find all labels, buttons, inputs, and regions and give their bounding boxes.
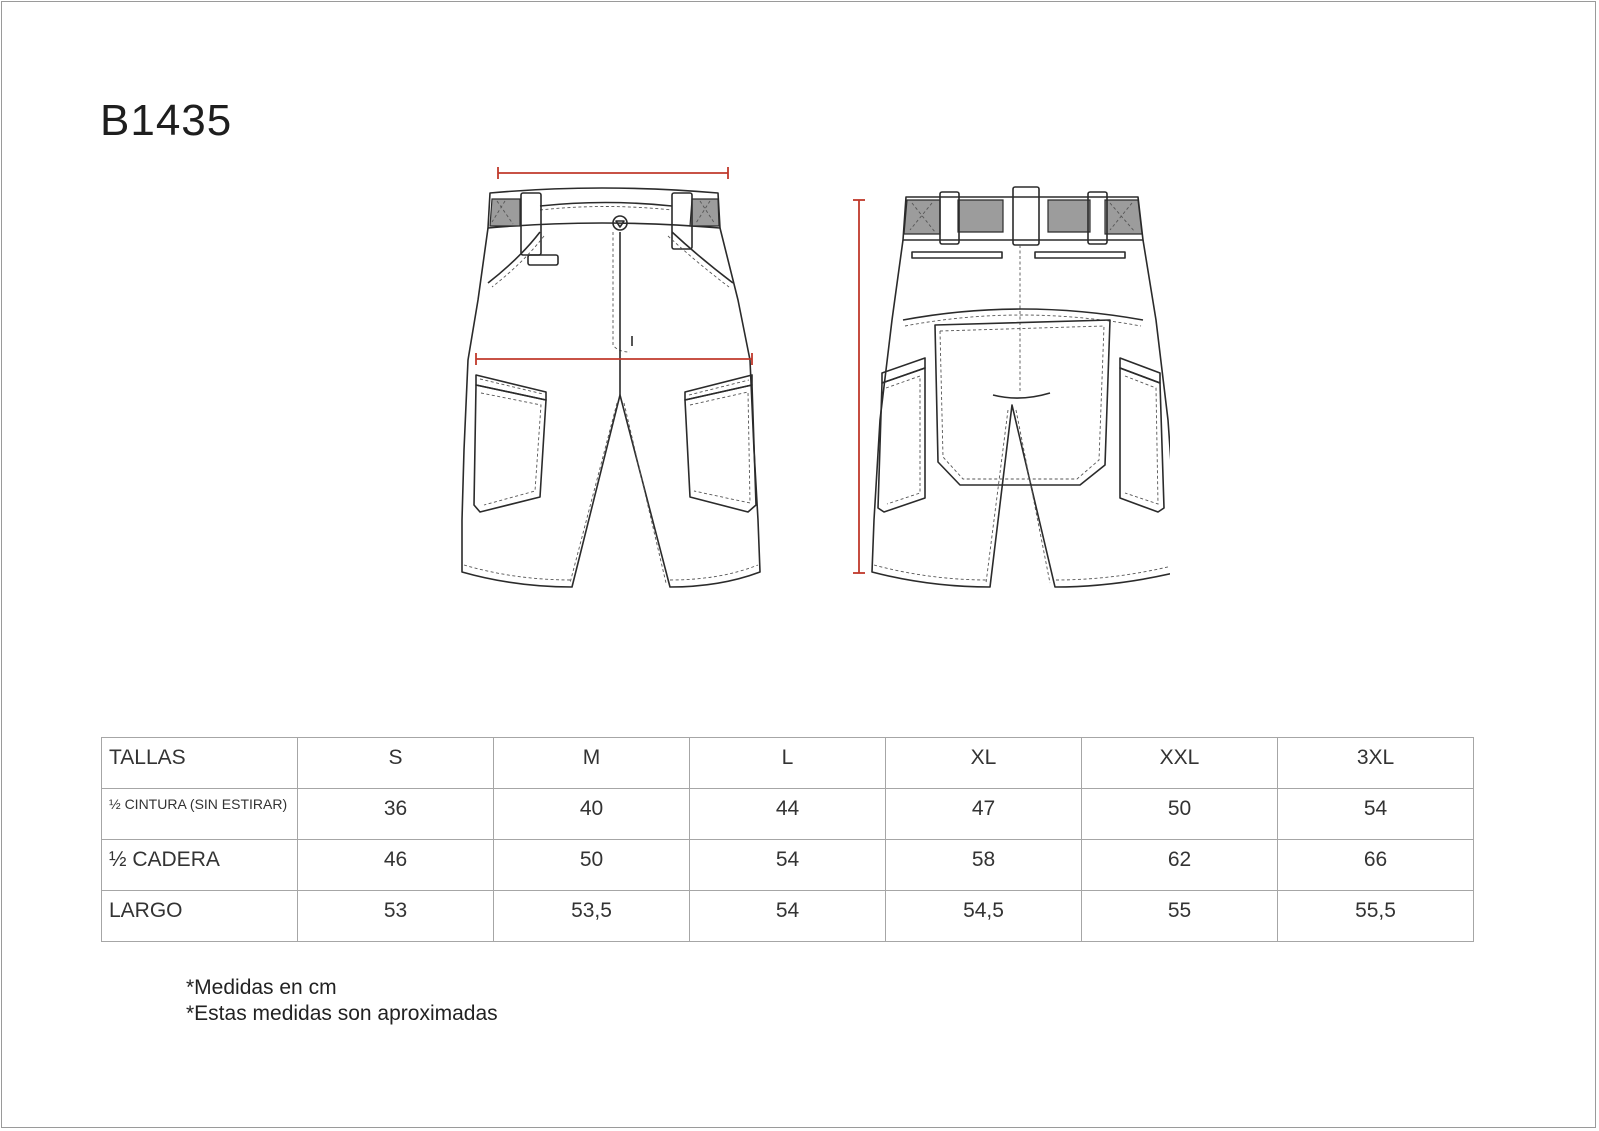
table-cell: 62 (1082, 840, 1278, 891)
measurement-notes (186, 975, 498, 1027)
length-measure-line (853, 200, 865, 573)
size-header: 3XL (1278, 738, 1474, 789)
size-table (101, 737, 1474, 942)
table-cell: 55,5 (1278, 891, 1474, 942)
table-row (102, 789, 1474, 840)
back-view (872, 187, 1170, 587)
table-cell: 46 (298, 840, 494, 891)
note-units: *Medidas en cm (186, 976, 337, 999)
size-header: M (494, 738, 690, 789)
product-code: B1435 (100, 96, 233, 145)
table-cell: 50 (494, 840, 690, 891)
table-cell: 54 (690, 891, 886, 942)
size-header: S (298, 738, 494, 789)
table-row (102, 891, 1474, 942)
table-row (102, 840, 1474, 891)
front-view (462, 188, 760, 587)
table-cell: 50 (1082, 789, 1278, 840)
table-cell: 58 (886, 840, 1082, 891)
row-label: ½ CINTURA (SIN ESTIRAR) (102, 789, 298, 840)
header-label: TALLAS (102, 738, 298, 789)
table-cell: 54 (1278, 789, 1474, 840)
table-cell: 40 (494, 789, 690, 840)
hip-measure-line (476, 353, 752, 365)
size-header: XXL (1082, 738, 1278, 789)
table-cell: 36 (298, 789, 494, 840)
row-label: LARGO (102, 891, 298, 942)
waist-measure-line (498, 167, 728, 179)
size-header: L (690, 738, 886, 789)
row-label: ½ CADERA (102, 840, 298, 891)
table-cell: 54 (690, 840, 886, 891)
table-cell: 55 (1082, 891, 1278, 942)
note-approximate: *Estas medidas son aproximadas (186, 1002, 498, 1025)
technical-drawing (450, 160, 1170, 600)
table-cell: 54,5 (886, 891, 1082, 942)
table-cell: 66 (1278, 840, 1474, 891)
table-cell: 47 (886, 789, 1082, 840)
table-cell: 53,5 (494, 891, 690, 942)
table-cell: 44 (690, 789, 886, 840)
table-cell: 53 (298, 891, 494, 942)
table-header-row (102, 738, 1474, 789)
size-header: XL (886, 738, 1082, 789)
